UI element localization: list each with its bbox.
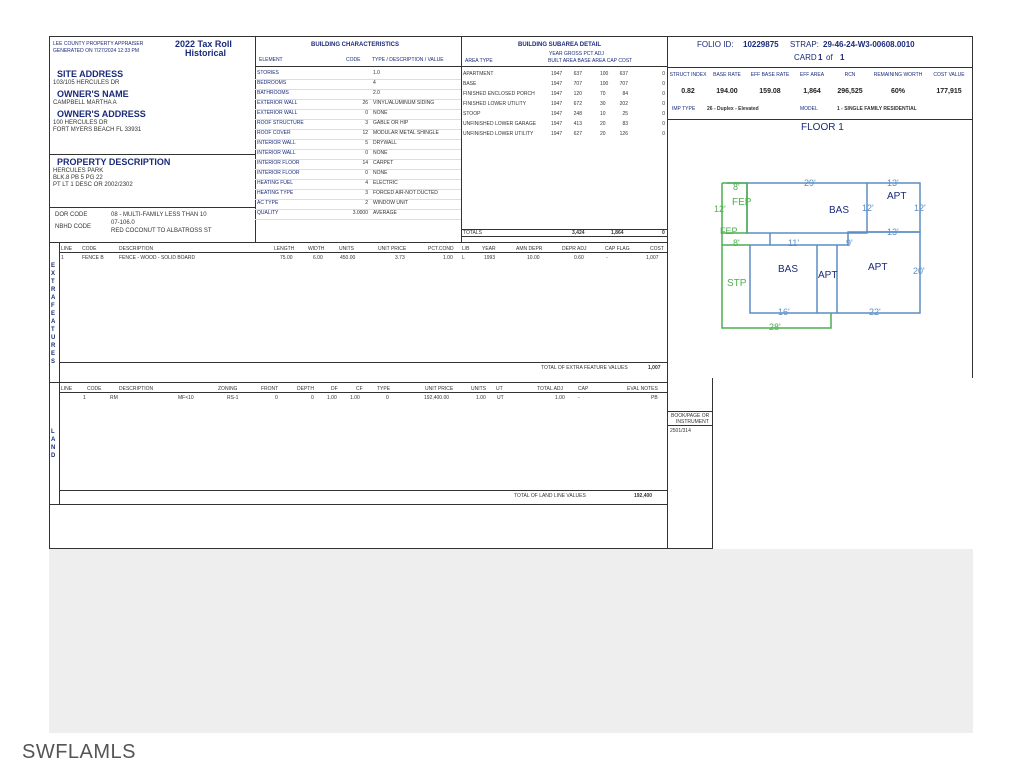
land-row-cf: 1.00 bbox=[350, 395, 360, 401]
bc-type: GABLE OR HIP bbox=[373, 120, 409, 126]
bc-type: MODULAR METAL SHINGLE bbox=[373, 130, 439, 136]
ef-header-code: CODE bbox=[82, 246, 97, 252]
sketch-dim-label: 22' bbox=[869, 307, 881, 317]
ef-header-length: LENGTH bbox=[274, 246, 295, 252]
valuation-value: 0.82 bbox=[681, 88, 695, 95]
divider bbox=[49, 207, 255, 208]
element-header: ELEMENT bbox=[259, 57, 283, 63]
bc-code: 0 bbox=[365, 110, 368, 116]
bc-type: NONE bbox=[373, 170, 388, 176]
area-type-header: AREA TYPE bbox=[465, 58, 493, 64]
subarea-cost: 0 bbox=[662, 71, 665, 77]
sketch-area-label: FEP bbox=[732, 197, 752, 208]
dor-code-label: DOR CODE bbox=[55, 212, 88, 218]
divider bbox=[59, 382, 60, 504]
ef-row-units: 450.00 bbox=[340, 255, 356, 261]
bc-element: ROOF COVER bbox=[257, 130, 291, 136]
sketch-dim-label: 29' bbox=[804, 178, 816, 188]
valuation-value: 1,864 bbox=[803, 88, 821, 95]
subarea-type: FINISHED ENCLOSED PORCH bbox=[463, 91, 535, 97]
sketch-dim-label: 28' bbox=[769, 322, 781, 332]
bc-type: 4 bbox=[373, 80, 376, 86]
subarea-totals-adj: 1,864 bbox=[611, 230, 624, 236]
land-row-type: 0 bbox=[386, 395, 389, 401]
land-header-unit-price: UNIT PRICE bbox=[425, 386, 454, 392]
subarea-gross: 672 bbox=[573, 101, 582, 107]
nbhd-code-value2: RED COCONUT TO ALBATROSS ST bbox=[111, 228, 212, 234]
sketch-dim-label: 12' bbox=[914, 203, 926, 213]
ef-total-label: TOTAL OF EXTRA FEATURE VALUES bbox=[541, 365, 628, 371]
bc-element: HEATING FUEL bbox=[257, 180, 294, 186]
subarea-adj: 25 bbox=[622, 111, 628, 117]
bc-element: INTERIOR WALL bbox=[257, 150, 296, 156]
land-row-df: 1.00 bbox=[327, 395, 337, 401]
ef-row-line: 1 bbox=[61, 255, 64, 261]
land-row-unit-price: 192,400.00 bbox=[424, 395, 450, 401]
bc-type: AVERAGE bbox=[373, 210, 397, 216]
owner-name-heading: OWNER'S NAME bbox=[57, 89, 129, 99]
ef-row-pct-cond: 1.00 bbox=[443, 255, 453, 261]
valuation-header: STRUCT INDEX bbox=[669, 72, 707, 78]
ef-row-lb: L bbox=[462, 255, 465, 261]
land-header-front: FRONT bbox=[261, 386, 279, 392]
ef-row-width: 6.00 bbox=[313, 255, 323, 261]
subarea-cost: 0 bbox=[662, 121, 665, 127]
folio-label: FOLIO ID: bbox=[697, 40, 734, 49]
subarea-pct: 100 bbox=[600, 71, 609, 77]
subarea-type: UNFINISHED LOWER GARAGE bbox=[463, 121, 537, 127]
subarea-gross: 120 bbox=[573, 91, 582, 97]
divider bbox=[49, 504, 667, 505]
blank-area bbox=[49, 549, 973, 733]
ef-header-amn-depr: AMN DEPR bbox=[516, 246, 543, 252]
land-side-label: L A N D bbox=[51, 429, 56, 459]
sketch-area-label: APT bbox=[868, 262, 888, 273]
subarea-adj: 84 bbox=[622, 91, 628, 97]
land-row-ut: UT bbox=[497, 395, 504, 401]
bc-code: 12 bbox=[362, 130, 368, 136]
land-header-line: LINE bbox=[61, 386, 73, 392]
sketch-dim-label: 8' bbox=[733, 238, 740, 248]
card-number: 1 bbox=[818, 53, 823, 62]
divider bbox=[667, 425, 713, 426]
owner-address-line1: 100 HERCULES DR bbox=[53, 120, 108, 126]
code-header: CODE bbox=[346, 57, 361, 63]
subarea-year: 1947 bbox=[551, 111, 563, 117]
valuation-header: BASE RATE bbox=[713, 72, 741, 78]
land-header-df: DF bbox=[331, 386, 338, 392]
subarea-title: BUILDING SUBAREA DETAIL bbox=[518, 42, 601, 48]
valuation-value: 194.00 bbox=[716, 88, 738, 95]
land-row-total-adj: 1.00 bbox=[555, 395, 565, 401]
land-header-total-adj: TOTAL ADJ bbox=[537, 386, 564, 392]
bc-element: EXTERIOR WALL bbox=[257, 110, 298, 116]
bc-element: BEDROOMS bbox=[257, 80, 287, 86]
sketch-dim-label: 12' bbox=[714, 204, 726, 214]
land-header-units: UNITS bbox=[471, 386, 486, 392]
divider bbox=[59, 392, 667, 393]
ef-row-length: 75.00 bbox=[280, 255, 293, 261]
divider bbox=[255, 66, 461, 67]
subarea-cost: 0 bbox=[662, 131, 665, 137]
nbhd-code-value1: 07-106.0 bbox=[111, 220, 135, 226]
sketch-area-label: BAS bbox=[778, 264, 799, 275]
card-label: CARD bbox=[794, 53, 817, 62]
bc-type: VINYL/ALUMINUM SIDING bbox=[373, 100, 435, 106]
valuation-value: 177,915 bbox=[936, 88, 962, 95]
bc-code: 3.0000 bbox=[352, 210, 368, 216]
subarea-cost: 0 bbox=[662, 81, 665, 87]
owner-name: CAMPBELL MARTHA A bbox=[53, 100, 117, 106]
subarea-year: 1947 bbox=[551, 121, 563, 127]
sketch-area-label: APT bbox=[887, 191, 907, 202]
valuation-header: RCN bbox=[844, 72, 856, 78]
bc-type: NONE bbox=[373, 110, 388, 116]
divider bbox=[59, 252, 667, 253]
ef-total-value: 1,007 bbox=[648, 365, 661, 371]
bc-code: 4 bbox=[365, 180, 368, 186]
property-description-line3: PT LT 1 DESC OR 2002/2302 bbox=[53, 182, 133, 188]
property-description-line1: HERCULES PARK bbox=[53, 168, 104, 174]
valuation-header: EFF BASE RATE bbox=[750, 72, 790, 78]
dor-code-value: 08 - MULTI-FAMILY LESS THAN 10 bbox=[111, 212, 207, 218]
sketch-dim-label: 12' bbox=[862, 203, 874, 213]
appraiser-name: LEE COUNTY PROPERTY APPRAISER bbox=[53, 41, 144, 47]
strap-label: STRAP: bbox=[790, 40, 819, 49]
ef-header-line: LINE bbox=[61, 246, 73, 252]
sketch-dim-label: 13' bbox=[887, 178, 899, 188]
valuation-value: 296,525 bbox=[837, 88, 863, 95]
folio-id: 10229875 bbox=[743, 40, 779, 49]
sketch-dim-label: 20' bbox=[913, 266, 925, 276]
land-row-cap: - bbox=[578, 395, 580, 401]
bc-type: ELECTRIC bbox=[373, 180, 398, 186]
land-row-units: 1.00 bbox=[476, 395, 486, 401]
ef-row-description: FENCE - WOOD - SOLID BOARD bbox=[119, 255, 196, 261]
land-header-zoning: ZONING bbox=[218, 386, 238, 392]
bc-code: 5 bbox=[365, 140, 368, 146]
valuation-header: REMAINING WORTH bbox=[873, 72, 923, 78]
imp-type-value: 26 - Duplex - Elevated bbox=[707, 106, 759, 112]
bc-type: CARPET bbox=[373, 160, 394, 166]
bc-type: FORCED AIR-NOT DUCTED bbox=[373, 190, 438, 196]
subarea-cost: 0 bbox=[662, 91, 665, 97]
subarea-type: STOOP bbox=[463, 111, 481, 117]
bc-code: 3 bbox=[365, 190, 368, 196]
subarea-cost: 0 bbox=[662, 101, 665, 107]
ef-row-cap-flag: - bbox=[606, 255, 608, 261]
subarea-pct: 70 bbox=[600, 91, 606, 97]
subarea-col-header-top: YEAR GROSS PCT ADJ bbox=[549, 51, 604, 57]
land-header-code: CODE bbox=[87, 386, 102, 392]
bc-element: STORIES bbox=[257, 70, 279, 76]
historical-label: Historical bbox=[185, 48, 227, 58]
ef-header-unit-price: UNIT PRICE bbox=[378, 246, 407, 252]
book-page-value: 2501/314 bbox=[670, 428, 691, 434]
subarea-adj: 707 bbox=[619, 81, 628, 87]
subarea-pct: 10 bbox=[600, 111, 606, 117]
bc-type: 2.0 bbox=[373, 90, 380, 96]
land-header-type: TYPE bbox=[377, 386, 391, 392]
sketch-area-label: APT bbox=[818, 270, 838, 281]
bc-code: 2 bbox=[365, 200, 368, 206]
land-row-zoning: RS-1 bbox=[227, 395, 239, 401]
land-row-line: 1 bbox=[83, 395, 86, 401]
ef-header-depr-adj: DEPR ADJ bbox=[562, 246, 587, 252]
sketch-dim-label: 8' bbox=[733, 182, 740, 192]
land-header-cap: CAP bbox=[578, 386, 589, 392]
book-page-label: BOOK/PAGE OR bbox=[671, 413, 710, 419]
imp-type-label: IMP TYPE bbox=[672, 106, 696, 112]
land-total-value: 192,400 bbox=[634, 493, 653, 499]
divider bbox=[59, 490, 667, 491]
model-value: 1 - SINGLE FAMILY RESIDENTIAL bbox=[837, 106, 917, 112]
blank-area bbox=[713, 378, 973, 564]
property-description-line2: BLK.8 PB 5 PG 22 bbox=[53, 175, 103, 181]
ef-header-year: YEAR bbox=[482, 246, 496, 252]
instrument-label: INSTRUMENT bbox=[676, 419, 709, 425]
land-total-label: TOTAL OF LAND LINE VALUES bbox=[514, 493, 586, 499]
divider bbox=[461, 66, 667, 67]
sketch-dim-label: 13' bbox=[887, 227, 899, 237]
type-header: TYPE / DESCRIPTION / VALUE bbox=[372, 57, 444, 63]
subarea-totals-label: TOTALS bbox=[463, 230, 482, 236]
divider bbox=[667, 411, 713, 412]
subarea-gross: 627 bbox=[573, 131, 582, 137]
subarea-pct: 20 bbox=[600, 131, 606, 137]
bc-element: QUALITY bbox=[257, 210, 279, 216]
subarea-totals-gross: 3,424 bbox=[572, 230, 585, 236]
subarea-adj: 202 bbox=[619, 101, 628, 107]
valuation-value: 60% bbox=[890, 88, 905, 95]
subarea-pct: 100 bbox=[600, 81, 609, 87]
bc-code: 3 bbox=[365, 120, 368, 126]
ef-row-cost: 1,007 bbox=[646, 255, 659, 261]
subarea-type: APARTMENT bbox=[463, 71, 494, 77]
land-header-cf: CF bbox=[356, 386, 363, 392]
ef-row-unit-price: 3.73 bbox=[395, 255, 405, 261]
subarea-pct: 20 bbox=[600, 121, 606, 127]
valuation-value: 159.08 bbox=[759, 88, 781, 95]
watermark-text: SWFLAMLS bbox=[22, 741, 137, 763]
subarea-gross: 413 bbox=[573, 121, 582, 127]
bc-element: BATHROOMS bbox=[257, 90, 289, 96]
bc-code: 14 bbox=[362, 160, 368, 166]
card-of: of bbox=[826, 53, 833, 62]
subarea-gross: 637 bbox=[573, 71, 582, 77]
sketch-area-label: BAS bbox=[829, 205, 850, 216]
sketch-area-label: STP bbox=[727, 278, 747, 289]
subarea-year: 1947 bbox=[551, 71, 563, 77]
floor-label: FLOOR 1 bbox=[801, 122, 844, 133]
bc-type: DRYWALL bbox=[373, 140, 397, 146]
subarea-cost: 0 bbox=[662, 111, 665, 117]
subarea-year: 1947 bbox=[551, 91, 563, 97]
row-divider bbox=[255, 219, 461, 220]
bc-code: 0 bbox=[365, 170, 368, 176]
strap-number: 29-46-24-W3-00608.0010 bbox=[823, 40, 915, 49]
divider bbox=[49, 242, 667, 243]
subarea-type: UNFINISHED LOWER UTILITY bbox=[463, 131, 534, 137]
bc-element: INTERIOR FLOOR bbox=[257, 170, 300, 176]
ef-header-cap-flag: CAP FLAG bbox=[605, 246, 630, 252]
subarea-year: 1947 bbox=[551, 101, 563, 107]
land-header-depth: DEPTH bbox=[297, 386, 314, 392]
subarea-year: 1947 bbox=[551, 131, 563, 137]
model-label: MODEL bbox=[800, 106, 818, 112]
land-row-description: MF<10 bbox=[178, 395, 194, 401]
subarea-gross: 248 bbox=[573, 111, 582, 117]
subarea-year: 1947 bbox=[551, 81, 563, 87]
tax-roll-year: 2022 Tax Roll bbox=[175, 39, 232, 49]
subarea-adj: 126 bbox=[619, 131, 628, 137]
divider bbox=[59, 362, 667, 363]
site-address: 103/105 HERCULES DR bbox=[53, 80, 120, 86]
bc-element: AC TYPE bbox=[257, 200, 279, 206]
subarea-col-header-bot: BUILT AREA BASE AREA CAP COST bbox=[548, 58, 633, 64]
subarea-type: FINISHED LOWER UTILITY bbox=[463, 101, 527, 107]
subarea-adj: 83 bbox=[622, 121, 628, 127]
floor-sketch bbox=[700, 170, 950, 340]
extra-features-side-label: E X T R A F E A T U R E S bbox=[51, 263, 56, 365]
ef-row-code: FENCE B bbox=[82, 255, 104, 261]
ef-row-amn-depr: 10.00 bbox=[527, 255, 540, 261]
property-description-heading: PROPERTY DESCRIPTION bbox=[57, 157, 171, 167]
land-row-eval-notes: PB bbox=[651, 395, 658, 401]
ef-header-pct-cond: PCT.COND bbox=[428, 246, 454, 252]
bc-element: ROOF STRUCTURE bbox=[257, 120, 304, 126]
owner-address-line2: FORT MYERS BEACH FL 33931 bbox=[53, 127, 142, 133]
divider bbox=[461, 236, 667, 237]
bc-element: INTERIOR WALL bbox=[257, 140, 296, 146]
site-address-heading: SITE ADDRESS bbox=[57, 69, 124, 79]
ef-header-units: UNITS bbox=[339, 246, 354, 252]
valuation-header: EFF AREA bbox=[799, 72, 825, 78]
ef-header-description: DESCRIPTION bbox=[119, 246, 154, 252]
subarea-totals-cost: 0 bbox=[662, 230, 665, 236]
owner-address-heading: OWNER'S ADDRESS bbox=[57, 109, 146, 119]
subarea-adj: 637 bbox=[619, 71, 628, 77]
subarea-pct: 30 bbox=[600, 101, 606, 107]
land-header-ut: UT bbox=[496, 386, 503, 392]
ef-header-width: WIDTH bbox=[308, 246, 325, 252]
sketch-dim-label: 16' bbox=[778, 307, 790, 317]
land-header-eval-notes: EVAL NOTES bbox=[627, 386, 658, 392]
bc-type: 1.0 bbox=[373, 70, 380, 76]
valuation-header: COST VALUE bbox=[933, 72, 965, 78]
divider bbox=[667, 119, 973, 120]
bc-element: EXTERIOR WALL bbox=[257, 100, 298, 106]
bc-element: INTERIOR FLOOR bbox=[257, 160, 300, 166]
bc-element: HEATING TYPE bbox=[257, 190, 294, 196]
subarea-gross: 707 bbox=[573, 81, 582, 87]
card-total: 1 bbox=[840, 53, 845, 62]
divider bbox=[461, 229, 667, 230]
sketch-dim-label: 11' bbox=[788, 238, 800, 248]
ef-header-lb: L/B bbox=[462, 246, 470, 252]
subarea-type: BASE bbox=[463, 81, 477, 87]
ef-header-cost: COST bbox=[650, 246, 664, 252]
bc-type: WINDOW UNIT bbox=[373, 200, 408, 206]
sketch-area-label: FEP bbox=[720, 226, 738, 236]
land-row-front: 0 bbox=[275, 395, 278, 401]
nbhd-code-label: NBHD CODE bbox=[55, 224, 92, 230]
ef-row-year: 1993 bbox=[484, 255, 496, 261]
bc-type: NONE bbox=[373, 150, 388, 156]
generated-date: GENERATED ON 7/27/2024 12:33 PM bbox=[53, 48, 140, 54]
divider bbox=[59, 242, 60, 382]
divider bbox=[667, 67, 973, 68]
divider bbox=[667, 36, 668, 549]
building-characteristics-title: BUILDING CHARACTERISTICS bbox=[311, 42, 399, 48]
land-row-depth: 0 bbox=[311, 395, 314, 401]
divider bbox=[49, 382, 667, 383]
ef-row-depr-adj: 0.60 bbox=[574, 255, 584, 261]
bc-code: 0 bbox=[365, 150, 368, 156]
land-header-description: DESCRIPTION bbox=[119, 386, 154, 392]
bc-code: 26 bbox=[362, 100, 368, 106]
sketch-dim-label: 9' bbox=[846, 238, 853, 248]
land-row-code: RM bbox=[110, 395, 118, 401]
